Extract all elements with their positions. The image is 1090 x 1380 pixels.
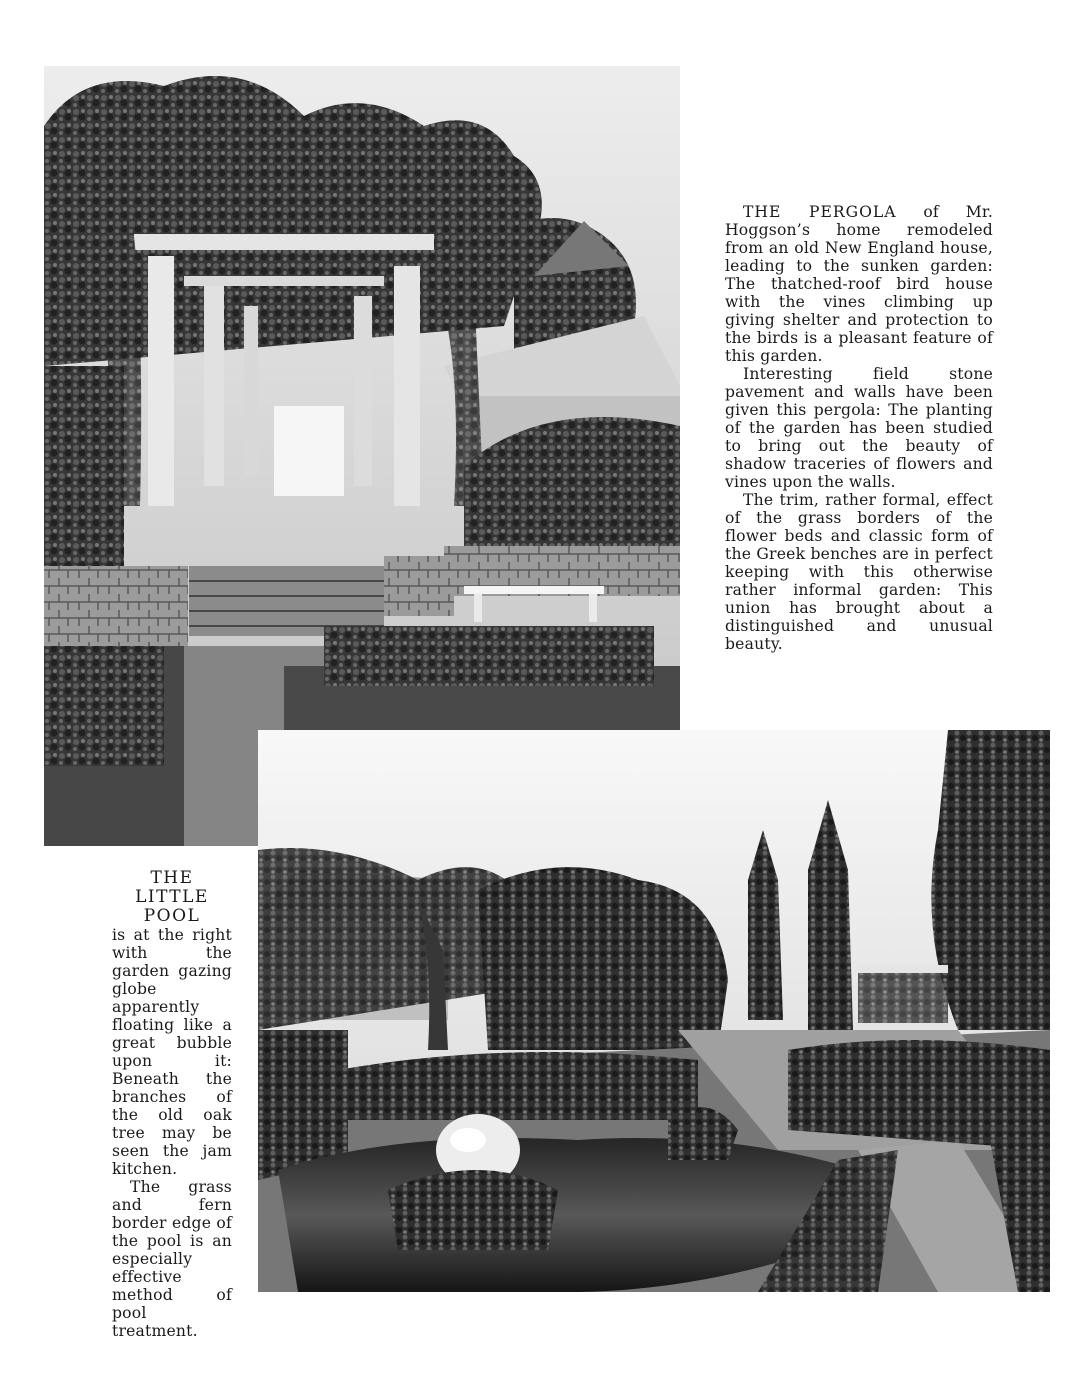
pergola-photo-illustration [44,66,680,846]
pool-caption-paragraph-1: is at the right with the garden gazing globe apparently floating like a great bubble upon it: Beneath the branches of the old oak tree may be seen the jam kitchen. [112,926,232,1178]
little-pool-photo-illustration [258,730,1050,1292]
little-pool-photo [258,730,1050,1292]
pergola-caption-paragraph-1-text: of Mr. Hoggson’s home remodeled from an old New England house, leading to the sunken garden: The thatched-roof bird house with the vines climbing up giving shelter and protection to the birds is a pleasant feature of this garden. [725,203,993,365]
pool-caption-paragraph-2: The grass and fern border edge of the pool is an especially effective method of pool treatment. [112,1178,232,1340]
pergola-caption [725,203,993,653]
pergola-photo [44,66,680,846]
pergola-caption-lead: THE PERGOLA [743,203,897,221]
pool-caption [112,869,232,1340]
pergola-caption-paragraph-1 [725,203,993,365]
pergola-caption-paragraph-3: The trim, rather formal, effect of the grass borders of the flower beds and classic form of the Greek benches are in perfect keeping with this otherwise rather informal garden: This union has brought about a distinguished and unusual beauty. [725,491,993,653]
pool-caption-heading: THE LITTLE POOL [135,868,209,926]
pergola-caption-paragraph-2: Interesting field stone pavement and walls have been given this pergola: The planting of the garden has been studied to bring out the beauty of shadow traceries of flowers and vines upon the walls. [725,365,993,491]
